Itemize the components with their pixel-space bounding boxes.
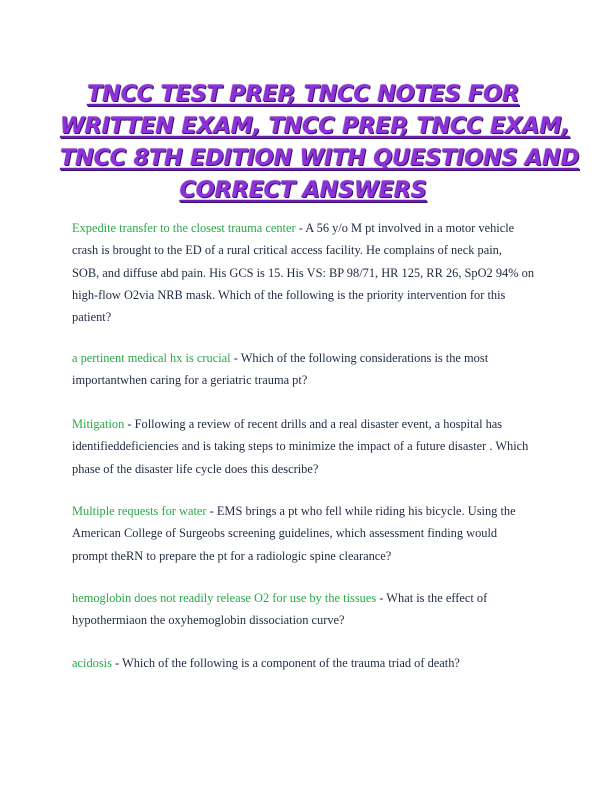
qa-item-5 [72,587,542,632]
question-text: importantwhen caring for a geriatric trauma pt? [72,373,308,388]
question-text: SOB, and diffuse abd pain. His GCS is 15. His VS: BP 98/71, HR 125, RR 26, SpO2 94% on [72,265,535,280]
question-text: prompt theRN to prepare the pt for a radiologic spine clearance? [72,548,392,563]
question-text: - Which of the following considerations is the most [230,351,489,365]
qa-line [72,652,542,674]
qa-item-4 [72,500,542,567]
question-text: - EMS brings a pt who fell while riding his bicycle. Using the [206,504,516,518]
qa-line [72,347,542,369]
question-text: - Following a review of recent drills and a real disaster event, a hospital has [124,417,503,431]
question-text: hypothermiaon the oxyhemoglobin dissociation curve? [72,613,345,628]
qa-line [72,217,542,239]
question-text: high-flow O2via NRB mask. Which of the following is the priority intervention for this [72,287,506,302]
question-text: American College of Surgeobs screening guidelines, which assessment finding would [72,526,498,541]
qa-item-2 [72,347,542,392]
qa-item-1 [72,217,542,328]
answer-text: Mitigation [72,417,125,431]
document-title [60,78,579,206]
title-line: TNCC 8TH EDITION WITH QUESTIONS AND [60,145,579,171]
qa-line [72,500,542,522]
question-text: identifieddeficiencies and is taking steps to minimize the impact of a future disaster . Which [72,439,529,454]
title-line: WRITTEN EXAM, TNCC PREP, TNCC EXAM, [60,113,570,139]
title-line: TNCC TEST PREP, TNCC NOTES FOR [87,81,519,107]
question-text: patient? [72,310,112,325]
question-text: - What is the effect of [376,591,488,605]
qa-item-3 [72,413,542,480]
question-text: - Which of the following is a component of the trauma triad of death? [111,656,460,670]
question-text: phase of the disaster life cycle does this describe? [72,461,319,476]
qa-item-6 [72,652,542,674]
question-text: - A 56 y/o M pt involved in a motor vehicle [295,221,515,235]
title-line: CORRECT ANSWERS [179,177,427,203]
answer-text: Multiple requests for water [72,504,207,518]
answer-text: acidosis [72,656,112,670]
answer-text: Expedite transfer to the closest trauma center [72,221,296,235]
qa-line [72,587,542,609]
answer-text: a pertinent medical hx is crucial [72,351,231,365]
answer-text: hemoglobin does not readily release O2 for use by the tissues [72,591,377,605]
question-text: crash is brought to the ED of a rural critical access facility. He complains of neck pain, [72,243,502,258]
qa-line [72,413,542,435]
